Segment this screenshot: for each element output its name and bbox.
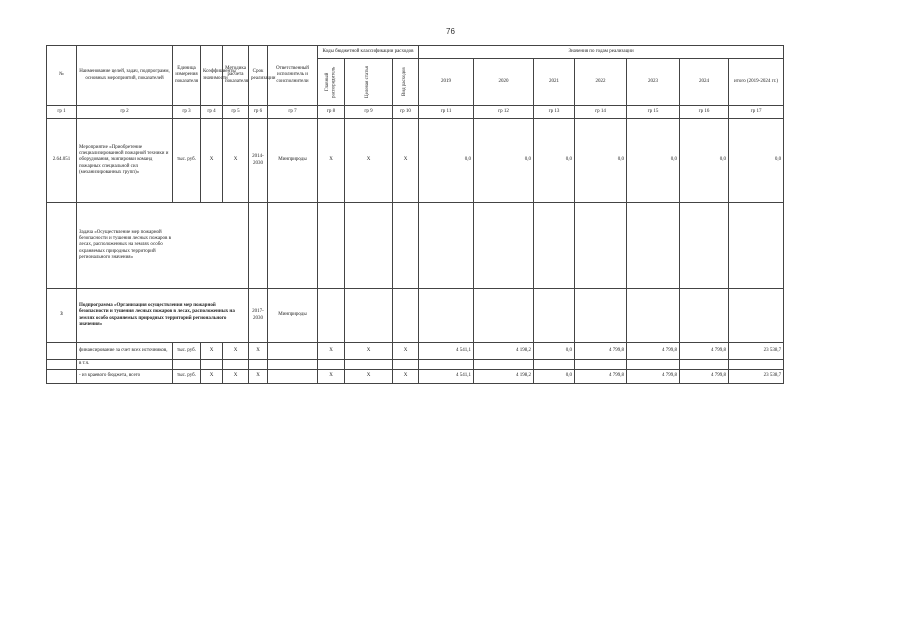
colnum-cell: гр 2 — [77, 106, 173, 119]
empty-cell — [575, 203, 627, 289]
row-value-2019: 0,0 — [419, 119, 474, 203]
header-code-vr: Вид расходов — [393, 59, 419, 106]
empty-cell — [47, 360, 77, 370]
empty-cell — [393, 203, 419, 289]
fin-value-2024: 4 799,8 — [680, 343, 729, 360]
task-name: Задача «Осуществление мер пожарной безопасности и тушения лесных пожаров в лесах, расположенных на землях особо охраняемых природных территорий регионального значения» — [77, 203, 249, 289]
colnum-cell: гр 3 — [173, 106, 201, 119]
empty-cell — [680, 289, 729, 343]
empty-cell — [47, 343, 77, 360]
empty-cell — [419, 289, 474, 343]
sub-name: Подпрограмма «Организация осуществления мер пожарной безопасности и тушения лесных пожаров в лесах, расположенных на землях особо охраняемых природных территорий регионального значения» — [77, 289, 249, 343]
empty-cell — [474, 360, 534, 370]
colnum-cell: гр 15 — [627, 106, 680, 119]
colnum-cell: гр 4 — [201, 106, 223, 119]
row-method: Х — [223, 119, 249, 203]
header-values: Значения по годам реализации — [419, 46, 784, 59]
table-row-incl — [47, 360, 784, 370]
header-resp: Ответственный исполнитель и соисполнители — [268, 46, 318, 106]
colnum-cell: гр 17 — [729, 106, 784, 119]
row-coef: Х — [201, 119, 223, 203]
fin-name: финансирование за счет всех источников, — [77, 343, 173, 360]
fin-value-total: 23 538,7 — [729, 343, 784, 360]
colnum-cell: гр 11 — [419, 106, 474, 119]
row-value-total: 0,0 — [729, 119, 784, 203]
empty-cell — [201, 360, 223, 370]
colnum-cell: гр 5 — [223, 106, 249, 119]
row-value-2022: 0,0 — [575, 119, 627, 203]
reg-value-2020: 4 198,2 — [474, 370, 534, 384]
empty-cell — [419, 203, 474, 289]
empty-cell — [318, 289, 345, 343]
fin-grbs: Х — [318, 343, 345, 360]
fin-cs: Х — [345, 343, 393, 360]
fin-coef: Х — [201, 343, 223, 360]
page-number: 76 — [446, 27, 455, 36]
table-row-regional — [47, 370, 784, 384]
empty-cell — [249, 203, 268, 289]
row-value-2020: 0,0 — [474, 119, 534, 203]
header-unit: Единица измерения показателя — [173, 46, 201, 106]
header-year-2019: 2019 — [419, 59, 474, 106]
header-year-2020: 2020 — [474, 59, 534, 106]
reg-name: - из краевого бюджета, всего — [77, 370, 173, 384]
empty-cell — [268, 370, 318, 384]
empty-cell — [318, 360, 345, 370]
header-year-2022: 2022 — [575, 59, 627, 106]
empty-cell — [627, 203, 680, 289]
table-row-financing — [47, 343, 784, 360]
table-row-subprogram — [47, 289, 784, 343]
empty-cell — [627, 289, 680, 343]
empty-cell — [474, 289, 534, 343]
row-grbs: Х — [318, 119, 345, 203]
empty-cell — [223, 360, 249, 370]
table-row-task — [47, 203, 784, 289]
colnum-cell: гр 9 — [345, 106, 393, 119]
reg-value-2022: 4 799,8 — [575, 370, 627, 384]
header-coef: Коэффициенты значимости — [201, 46, 223, 106]
colnum-cell: гр 12 — [474, 106, 534, 119]
header-name: Наименование целей, задач, подпрограмм, основных мероприятий, показателей — [77, 46, 173, 106]
empty-cell — [534, 289, 575, 343]
empty-cell — [393, 360, 419, 370]
header-code-cs: Целевая статья — [345, 59, 393, 106]
header-method: Методика расчета показателя — [223, 46, 249, 106]
reg-value-2024: 4 799,8 — [680, 370, 729, 384]
fin-term: Х — [249, 343, 268, 360]
reg-unit: тыс. руб. — [173, 370, 201, 384]
empty-cell — [47, 370, 77, 384]
fin-unit: тыс. руб. — [173, 343, 201, 360]
empty-cell — [345, 289, 393, 343]
empty-cell — [680, 360, 729, 370]
colnum-cell: гр 10 — [393, 106, 419, 119]
header-year-2023: 2023 — [627, 59, 680, 106]
empty-cell — [627, 360, 680, 370]
row-term: 2014-2030 — [249, 119, 268, 203]
sub-num: 3 — [47, 289, 77, 343]
header-total: итого (2019-2024 гг.) — [729, 59, 784, 106]
table-row-measure — [47, 119, 784, 203]
fin-value-2023: 4 799,8 — [627, 343, 680, 360]
header-year-2021: 2021 — [534, 59, 575, 106]
empty-cell — [729, 203, 784, 289]
program-table — [46, 45, 784, 384]
reg-value-2021: 0,0 — [534, 370, 575, 384]
colnum-cell: гр 1 — [47, 106, 77, 119]
reg-value-total: 23 538,7 — [729, 370, 784, 384]
header-year-2024: 2024 — [680, 59, 729, 106]
empty-cell — [268, 360, 318, 370]
reg-cs: Х — [345, 370, 393, 384]
empty-cell — [393, 289, 419, 343]
colnum-cell: гр 6 — [249, 106, 268, 119]
fin-value-2022: 4 799,8 — [575, 343, 627, 360]
row-unit: тыс. руб. — [173, 119, 201, 203]
empty-cell — [345, 203, 393, 289]
header-code-grbs: Главный распорядитель — [318, 59, 345, 106]
row-value-2021: 0,0 — [534, 119, 575, 203]
empty-cell — [534, 360, 575, 370]
row-num: 2.64.051 — [47, 119, 77, 203]
incl-label: в т.ч. — [77, 360, 173, 370]
row-resp: Минприроды — [268, 119, 318, 203]
empty-cell — [318, 203, 345, 289]
colnum-cell: гр 16 — [680, 106, 729, 119]
fin-vr: Х — [393, 343, 419, 360]
empty-cell — [345, 360, 393, 370]
reg-vr: Х — [393, 370, 419, 384]
colnum-cell: гр 8 — [318, 106, 345, 119]
fin-method: Х — [223, 343, 249, 360]
empty-cell — [534, 203, 575, 289]
header-term: Срок реализации — [249, 46, 268, 106]
empty-cell — [729, 360, 784, 370]
reg-value-2023: 4 799,8 — [627, 370, 680, 384]
row-value-2023: 0,0 — [627, 119, 680, 203]
empty-cell — [729, 289, 784, 343]
reg-value-2019: 4 541,1 — [419, 370, 474, 384]
row-cs: Х — [345, 119, 393, 203]
colnum-cell: гр 14 — [575, 106, 627, 119]
empty-cell — [474, 203, 534, 289]
fin-value-2019: 4 541,1 — [419, 343, 474, 360]
reg-term: Х — [249, 370, 268, 384]
reg-coef: Х — [201, 370, 223, 384]
empty-cell — [680, 203, 729, 289]
empty-cell — [249, 360, 268, 370]
colnum-cell: гр 7 — [268, 106, 318, 119]
reg-method: Х — [223, 370, 249, 384]
empty-cell — [419, 360, 474, 370]
fin-value-2020: 4 198,2 — [474, 343, 534, 360]
fin-value-2021: 0,0 — [534, 343, 575, 360]
empty-cell — [268, 203, 318, 289]
row-vr: Х — [393, 119, 419, 203]
row-name: Мероприятие «Приобретение специализированной пожарной техники и оборудования, экипировки команд пожарных специальной сил (механизированных групп)» — [77, 119, 173, 203]
empty-cell — [47, 203, 77, 289]
colnum-cell: гр 13 — [534, 106, 575, 119]
row-value-2024: 0,0 — [680, 119, 729, 203]
empty-cell — [575, 289, 627, 343]
reg-grbs: Х — [318, 370, 345, 384]
sub-resp: Минприроды — [268, 289, 318, 343]
sub-term: 2017-2030 — [249, 289, 268, 343]
header-num: № — [47, 46, 77, 106]
empty-cell — [575, 360, 627, 370]
empty-cell — [268, 343, 318, 360]
header-codes: Коды бюджетной классификации расходов — [318, 46, 419, 59]
empty-cell — [173, 360, 201, 370]
